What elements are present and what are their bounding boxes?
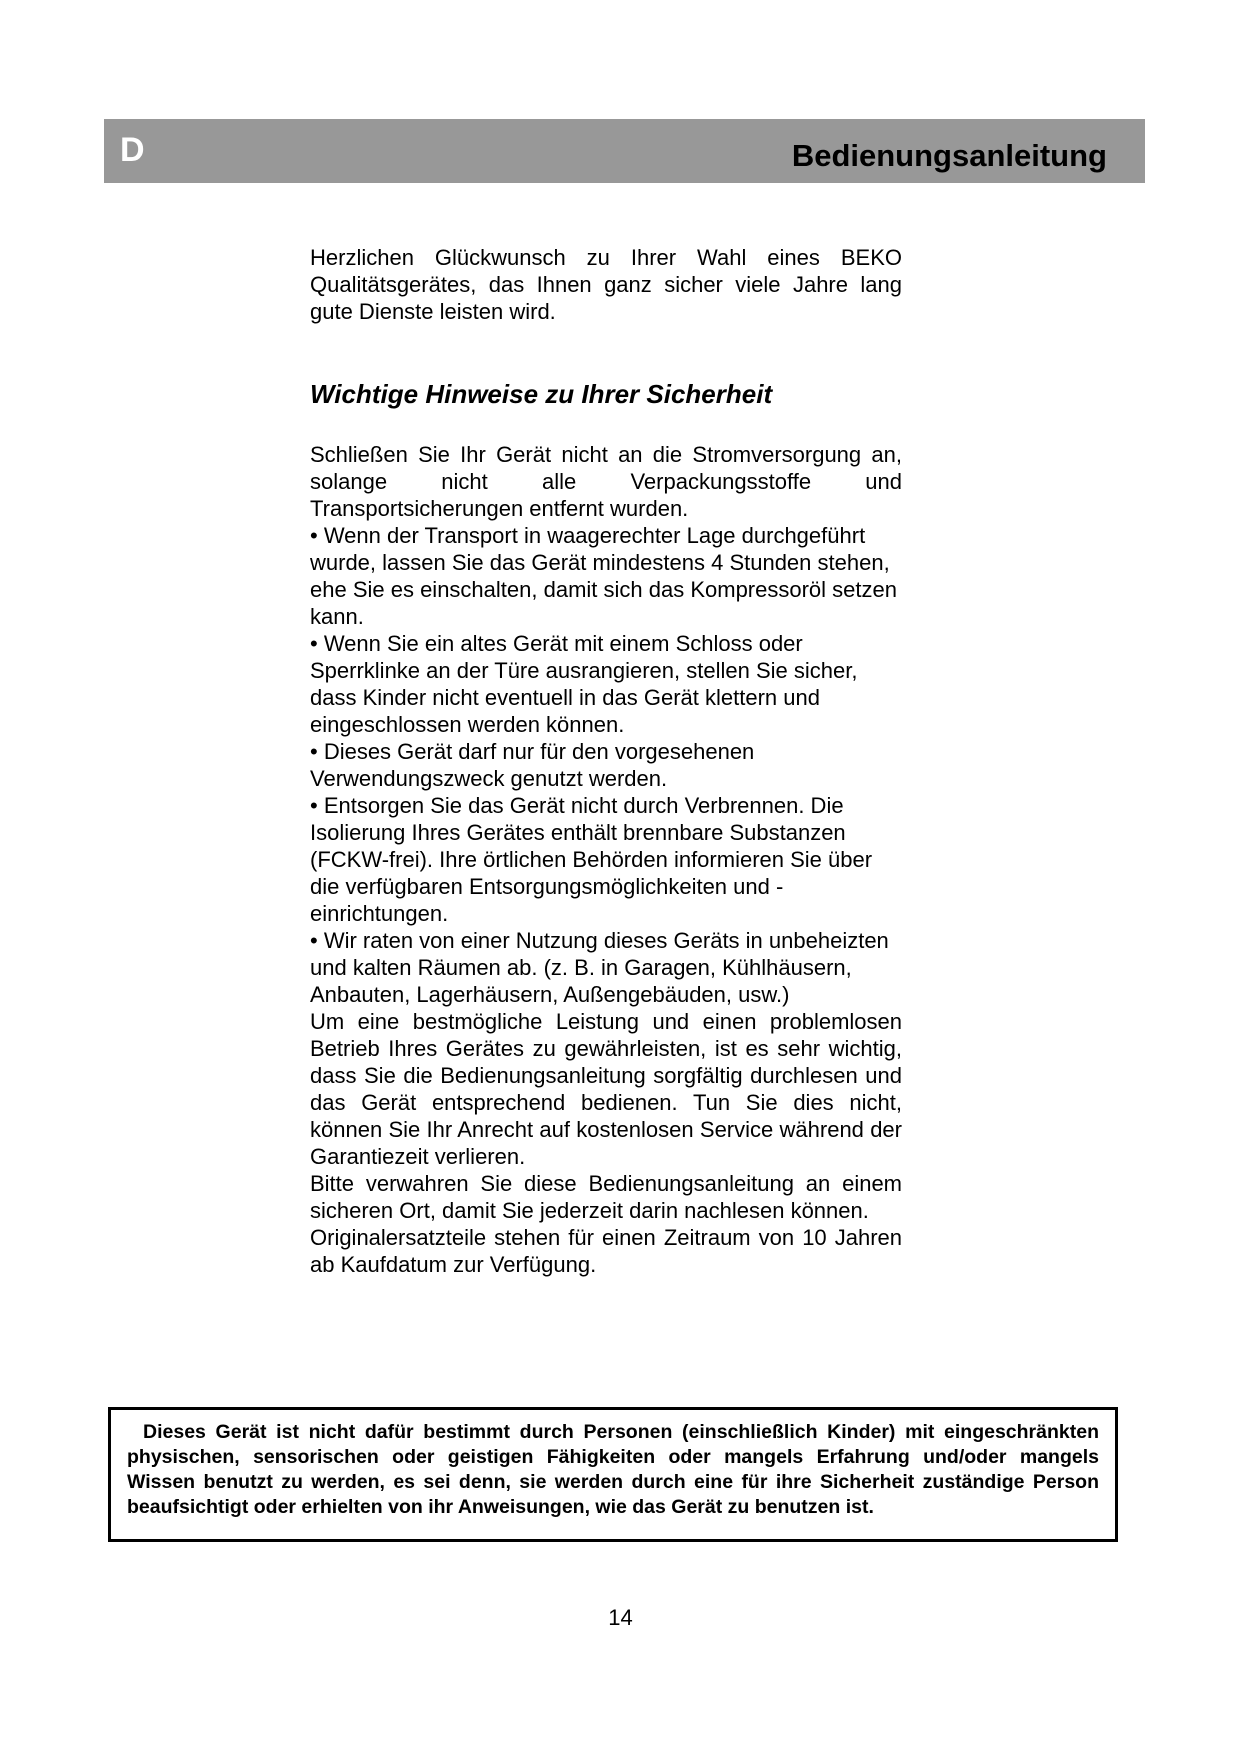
safety-bullet: • Wenn Sie ein altes Gerät mit einem Schloss oder Sperrklinke an der Türe ausrangieren, stellen Sie sicher, dass Kinder nicht eventuell in das Gerät klettern und eingeschlossen werden können.	[310, 631, 858, 737]
header-bar	[104, 119, 1145, 183]
safety-body	[310, 441, 902, 1278]
safety-bullet: • Wenn der Transport in waagerechter Lage durchgeführt wurde, lassen Sie das Gerät mindestens 4 Stunden stehen, ehe Sie es einschalten, damit sich das Kompressoröl setzen kann.	[310, 523, 897, 629]
page-number: 14	[608, 1605, 633, 1630]
safety-bullet: • Entsorgen Sie das Gerät nicht durch Verbrennen. Die Isolierung Ihres Gerätes enthält brennbare Substanzen (FCKW-frei). Ihre örtlichen Behörden informieren Sie über die verfügbaren Entsorgungsmöglichkeiten und -einrichtungen.	[310, 793, 873, 926]
language-label: D	[120, 131, 145, 169]
warning-box	[108, 1407, 1118, 1542]
safety-paragraph: Originalersatzteile stehen für einen Zeitraum von 10 Jahren ab Kaufdatum zur Verfügung.	[310, 1225, 902, 1277]
safety-bullet: • Wir raten von einer Nutzung dieses Geräts in unbeheizten und kalten Räumen ab. (z. B. in Garagen, Kühlhäusern, Anbauten, Lagerhäusern, Außengebäuden, usw.)	[310, 928, 889, 1007]
safety-paragraph: Schließen Sie Ihr Gerät nicht an die Stromversorgung an, solange nicht alle Verpackungsstoffe und Transportsicherungen entfernt wurden.	[310, 442, 902, 521]
document-title: Bedienungsanleitung	[791, 138, 1107, 173]
safety-bullet: • Dieses Gerät darf nur für den vorgesehenen Verwendungszweck genutzt werden.	[310, 739, 755, 791]
safety-paragraph: Bitte verwahren Sie diese Bedienungsanleitung an einem sicheren Ort, damit Sie jederzeit darin nachlesen können.	[310, 1171, 902, 1223]
safety-paragraph: Um eine bestmögliche Leistung und einen problemlosen Betrieb Ihres Gerätes zu gewährleisten, ist es sehr wichtig, dass Sie die Bedienungsanleitung sorgfältig durchlesen und das Gerät entsprechend bedienen. Tun Sie dies nicht, können Sie Ihr Anrecht auf kostenlosen Service während der Garantiezeit verlieren.	[310, 1009, 902, 1169]
main-content	[310, 244, 902, 1278]
safety-heading: Wichtige Hinweise zu Ihrer Sicherheit	[310, 379, 773, 409]
warning-text: Dieses Gerät ist nicht dafür bestimmt durch Personen (einschließlich Kinder) mit eingeschränkten physischen, sensorischen oder geistigen Fähigkeiten oder mangels Erfahrung und/oder mangels Wissen benutzt zu werden, es sei denn, sie werden durch eine für ihre Sicherheit zuständige Person beaufsichtigt oder erhielten von ihr Anweisungen, wie das Gerät zu benutzen ist.	[127, 1421, 1099, 1518]
intro-paragraph: Herzlichen Glückwunsch zu Ihrer Wahl eines BEKO Qualitätsgerätes, das Ihnen ganz sicher viele Jahre lang gute Dienste leisten wird.	[310, 245, 902, 324]
